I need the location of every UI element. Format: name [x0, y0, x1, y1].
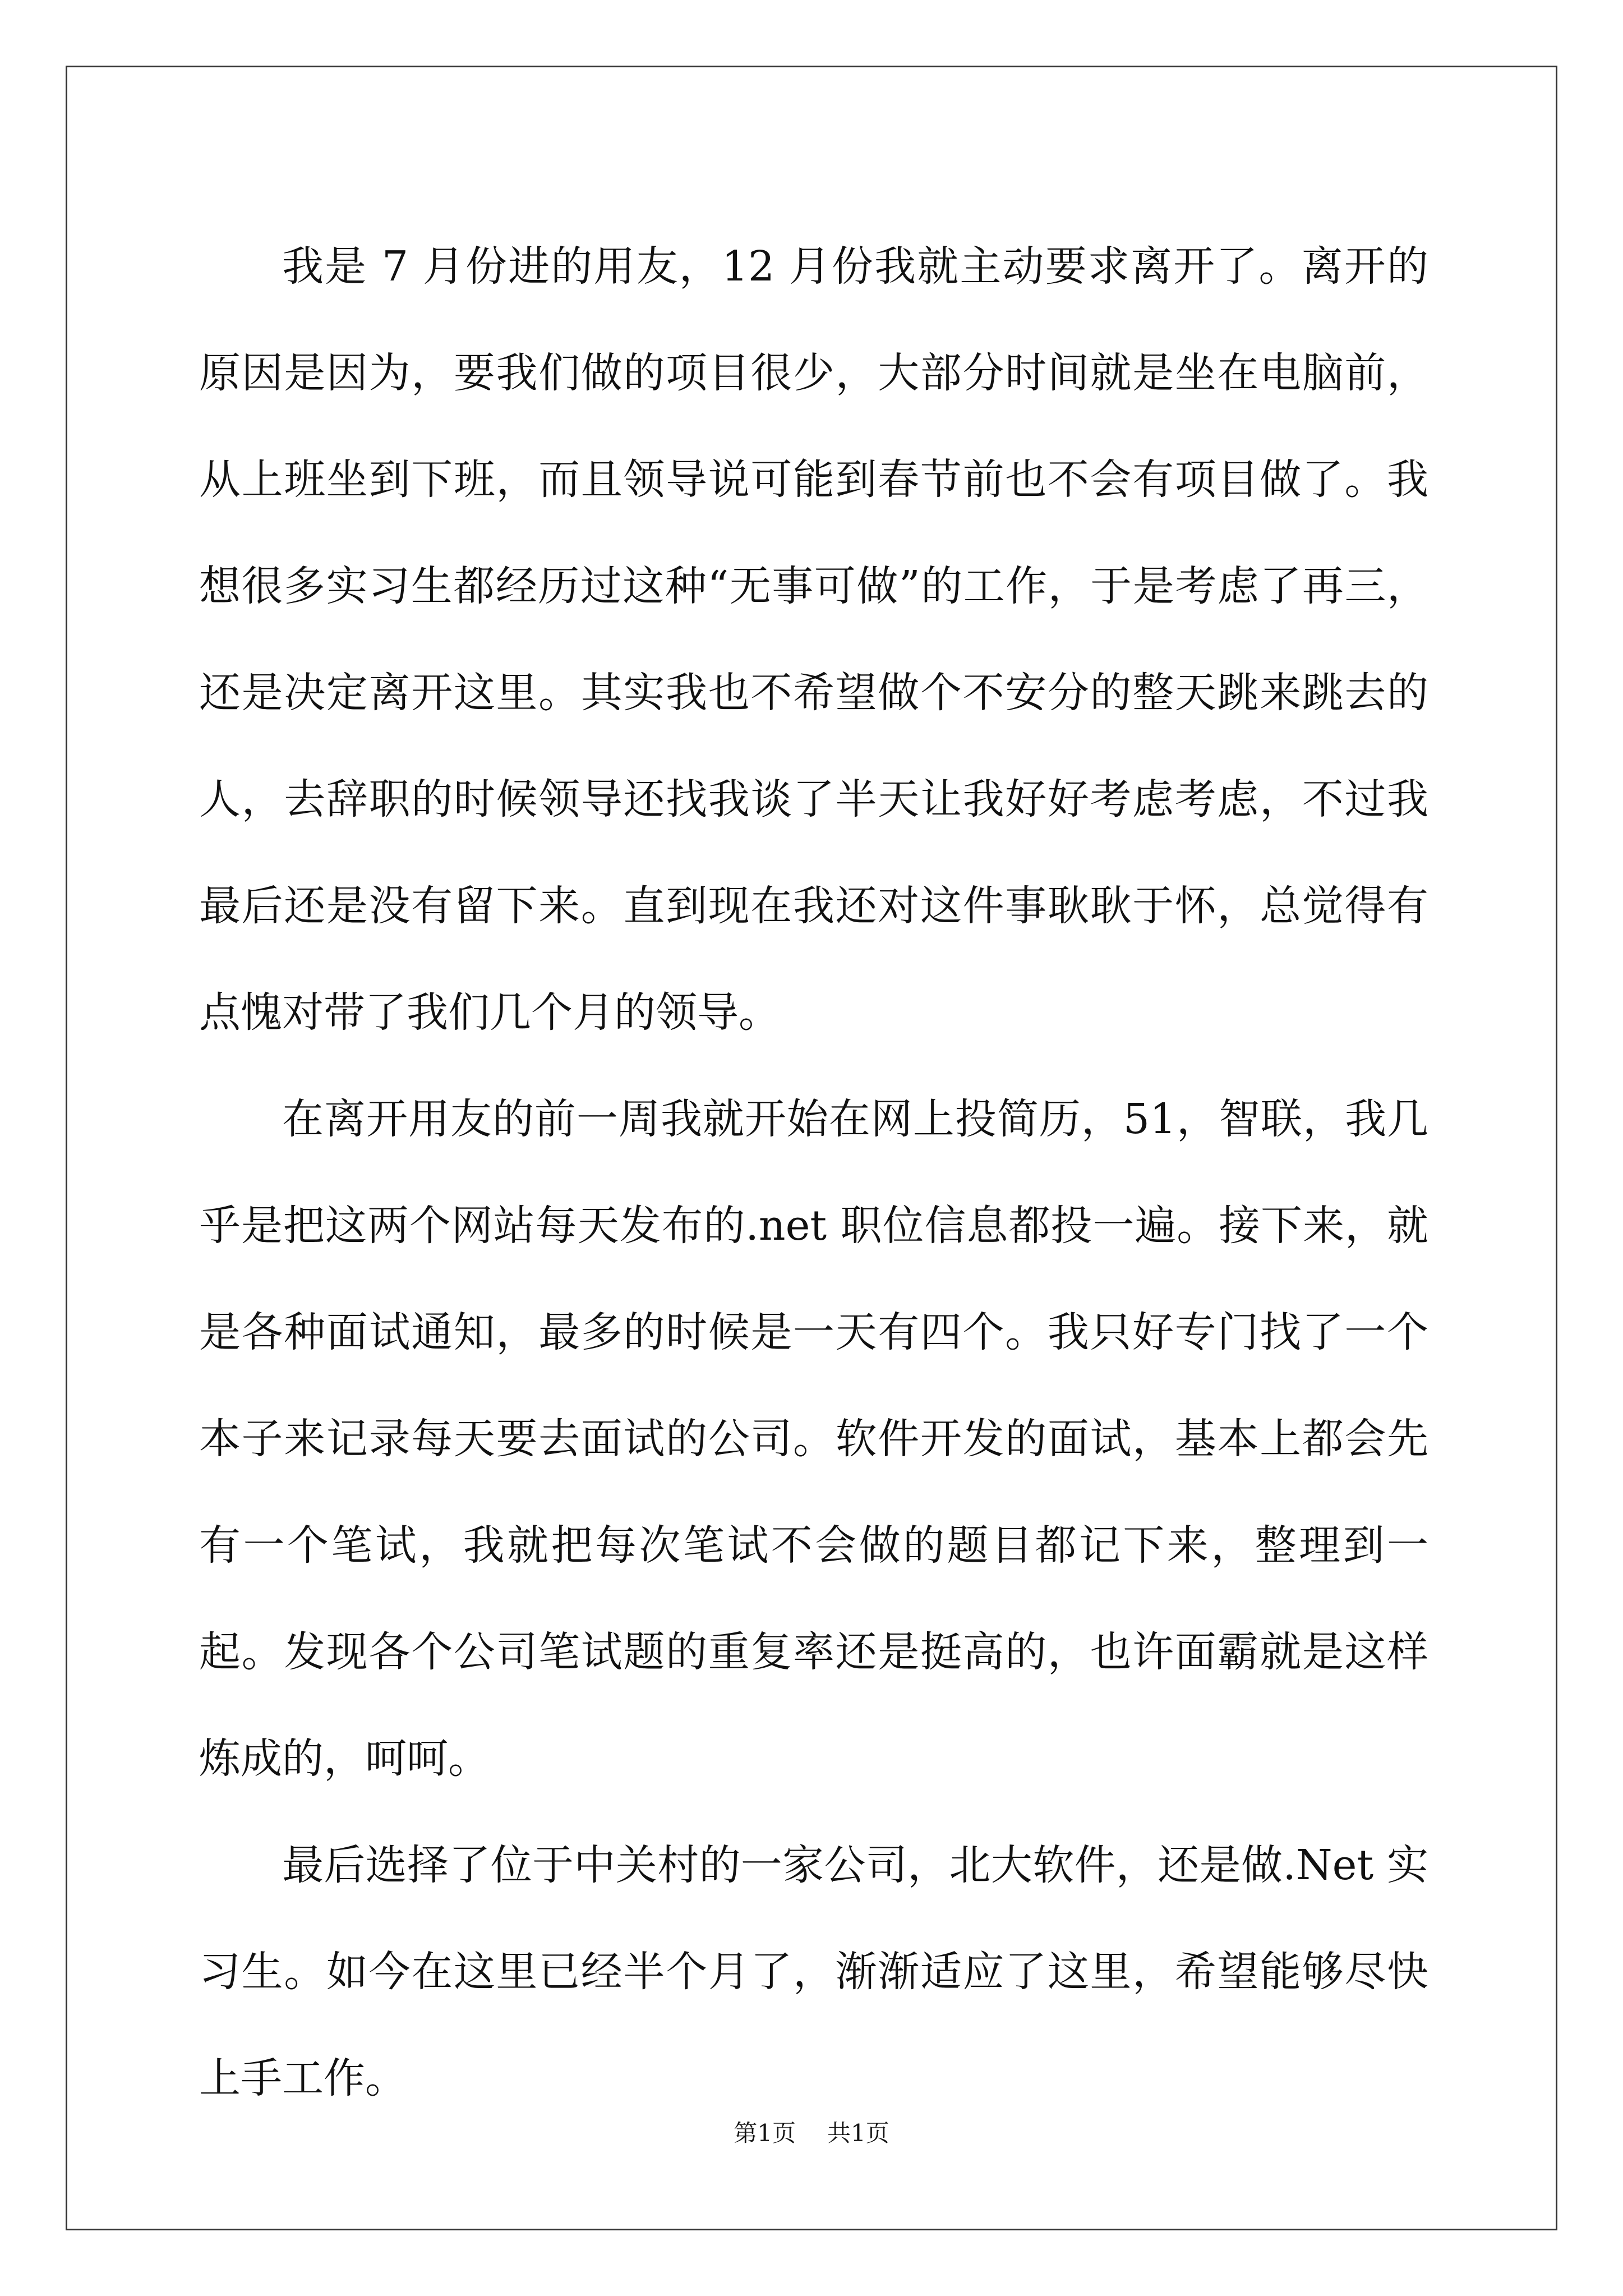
paragraph-2: 在离开用友的前一周我就开始在网上投简历，51，智联，我几乎是把这两个网站每天发布的.net 职位信息都投一遍。接下来，就是各种面试通知，最多的时候是一天有四个。我只好专门找了一个本子来记录每天要去面试的公司。软件开发的面试，基本上都会先有一个笔试，我就把每次笔试不会做的题目都记下来，整理到一起。发现各个公司笔试题的重复率还是挺高的，也许面霸就是这样炼成的，呵呵。: [199, 1095, 1428, 1783]
page-footer: [0, 2115, 1623, 2148]
paragraph-1: 我是 7 月份进的用友，12 月份我就主动要求离开了。离开的原因是因为，要我们做的项目很少，大部分时间就是坐在电脑前，从上班坐到下班，而且领导说可能到春节前也不会有项目做了。我想很多实习生都经历过这种“无事可做”的工作，于是考虑了再三，还是决定离开这里。其实我也不希望做个不安分的整天跳来跳去的人，去辞职的时候领导还找我谈了半天让我好好考虑考虑，不过我最后还是没有留下来。直到现在我还对这件事耿耿于怀，总觉得有点愧对带了我们几个月的领导。: [199, 242, 1428, 1037]
paragraph-3: 最后选择了位于中关村的一家公司，北大软件，还是做.Net 实习生。如今在这里已经半个月了，渐渐适应了这里，希望能够尽快上手工作。: [199, 1841, 1428, 2102]
page-number: 第1页: [734, 2119, 796, 2147]
page-total: 共1页: [827, 2119, 889, 2147]
document-body: [199, 213, 1428, 2132]
